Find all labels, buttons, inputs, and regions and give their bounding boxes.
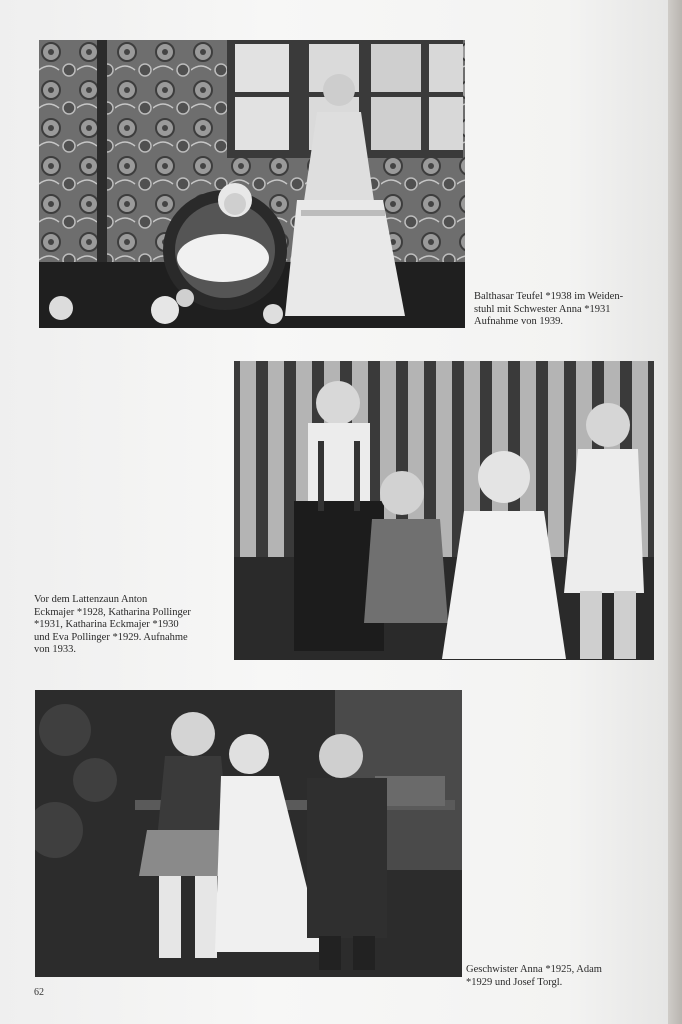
photo-baby-in-willow-chair <box>39 40 465 328</box>
photo-three-siblings <box>35 690 462 977</box>
photo-children-at-fence <box>234 361 654 660</box>
caption-line: Vor dem Lattenzaun Anton <box>34 594 148 605</box>
page-edge <box>668 0 682 1024</box>
caption-line: *1931, Katharina Eckmajer *1930 <box>34 619 179 630</box>
caption-line: von 1933. <box>34 644 76 655</box>
caption-line: Eckmajer *1928, Katharina Pollinger <box>34 606 191 618</box>
caption-line: Aufnahme von 1939. <box>474 316 563 327</box>
caption-line: stuhl mit Schwester Anna *1931 <box>474 303 611 315</box>
caption-line: *1929 und Josef Torgl. <box>466 976 563 988</box>
photo-2-caption <box>34 594 191 657</box>
caption-line: Geschwister Anna *1925, Adam <box>466 964 602 975</box>
caption-line: und Eva Pollinger *1929. Aufnahme <box>34 631 188 643</box>
caption-line: Balthasar Teufel *1938 im Weiden- <box>474 291 624 302</box>
photo-1-caption <box>474 291 623 329</box>
photo-3-caption <box>466 964 602 989</box>
page-number: 62 <box>34 987 44 998</box>
